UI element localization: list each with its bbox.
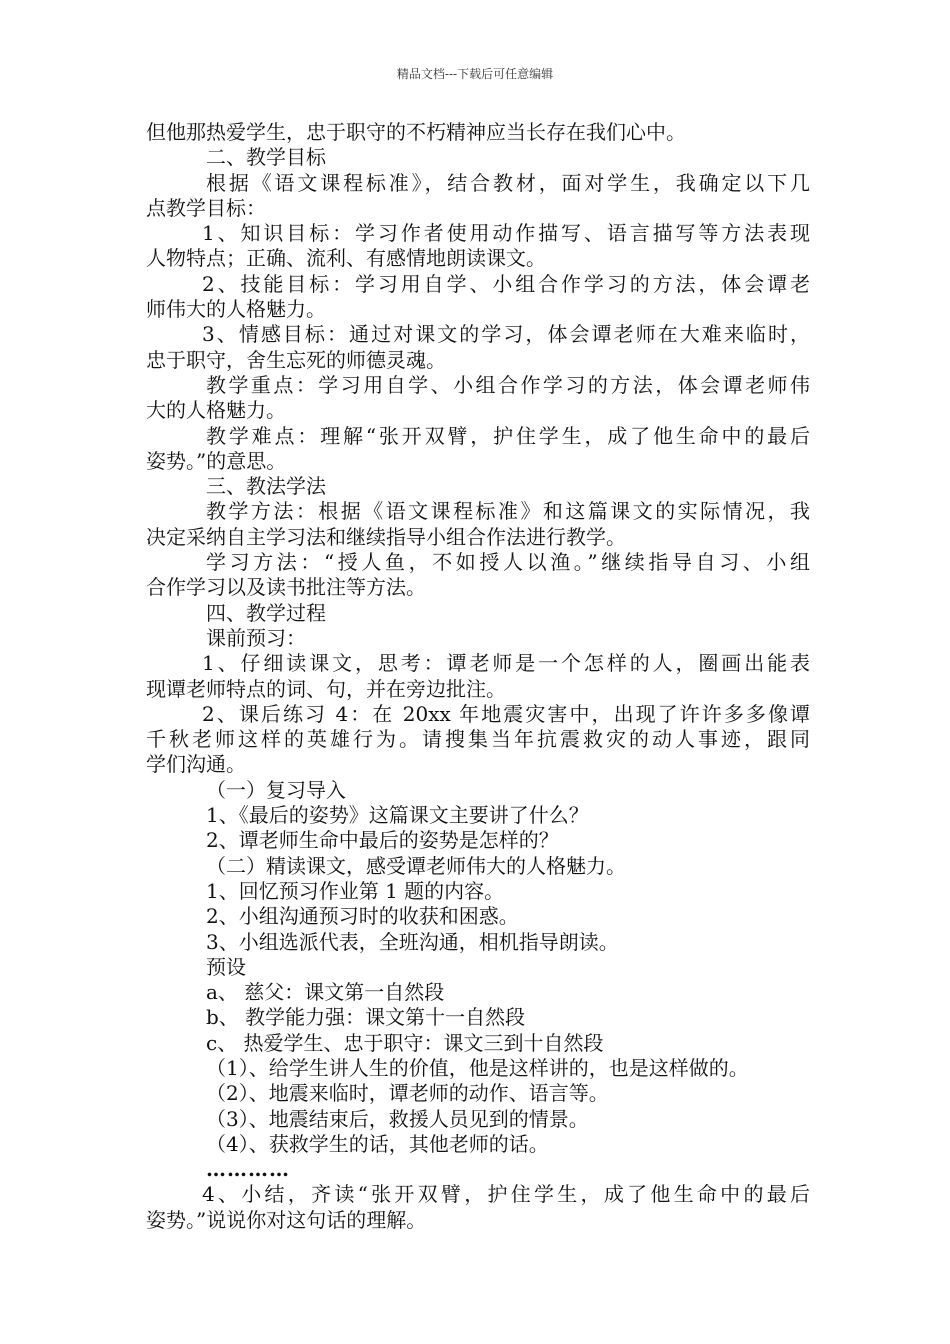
text-line: 四、教学过程: [206, 600, 326, 625]
text-line: 合作学习以及读书批注等方法。: [146, 575, 426, 600]
text-line: 教学难点：理解“张开双臂，护住学生，成了他生命中的最后: [206, 423, 810, 448]
text-line: 根据《语文课程标准》，结合教材，面对学生，我确定以下几: [206, 170, 810, 195]
text-line: 二、教学目标: [206, 145, 326, 170]
text-line: 3、小组选派代表，全班沟通，相机指导朗读。: [206, 929, 619, 954]
text-line: 师伟大的人格魅力。: [146, 297, 326, 322]
text-line: …………: [206, 1157, 290, 1182]
text-line: （一）复习导入: [206, 777, 346, 802]
text-line: 2、谭老师生命中最后的姿势是怎样的？: [206, 828, 559, 853]
text-line: （4）、获救学生的话，其他老师的话。: [206, 1131, 549, 1156]
text-line: 4、小结，齐读“张开双臂，护住学生，成了他生命中的最后: [202, 1182, 810, 1207]
text-line: 1、回忆预习作业第 1 题的内容。: [206, 878, 505, 903]
text-line: 学习方法：“授人鱼，不如授人以渔。”继续指导自习、小组: [206, 550, 810, 575]
text-line: （2）、地震来临时，谭老师的动作、语言等。: [206, 1081, 609, 1106]
text-line: 忠于职守，舍生忘死的师德灵魂。: [146, 347, 446, 372]
text-line: 学们沟通。: [146, 752, 246, 777]
text-line: 教学重点：学习用自学、小组合作学习的方法，体会谭老师伟: [206, 372, 810, 397]
text-line: 点教学目标：: [146, 195, 266, 220]
text-line: b、 教学能力强：课文第十一自然段: [206, 1005, 526, 1030]
text-line: c、 热爱学生、忠于职守：课文三到十自然段: [206, 1030, 604, 1055]
text-line: 预设: [206, 954, 246, 979]
text-line: 三、教法学法: [206, 474, 326, 499]
text-line: 2、小组沟通预习时的收获和困惑。: [206, 904, 519, 929]
text-line: 决定采纳自主学习法和继续指导小组合作法进行教学。: [146, 524, 626, 549]
text-line: 大的人格魅力。: [146, 398, 286, 423]
text-line: （3）、地震结束后，救援人员见到的情景。: [206, 1106, 589, 1131]
text-line: 姿势。”的意思。: [146, 448, 287, 473]
text-line: 姿势。”说说你对这句话的理解。: [146, 1207, 427, 1232]
text-line: 1、知识目标：学习作者使用动作描写、语言描写等方法表现: [202, 221, 810, 246]
text-line: （二）精读课文，感受谭老师伟大的人格魅力。: [206, 853, 626, 878]
text-line: 3、情感目标：通过对课文的学习，体会谭老师在大难来临时，: [202, 322, 810, 347]
text-line: 2、技能目标：学习用自学、小组合作学习的方法，体会谭老: [202, 271, 810, 296]
text-line: a、 慈父：课文第一自然段: [206, 980, 445, 1005]
document-body: [146, 120, 810, 1233]
text-line: 课前预习：: [206, 625, 306, 650]
text-line: 1、仔细读课文，思考：谭老师是一个怎样的人，圈画出能表: [202, 651, 810, 676]
text-line: 人物特点；正确、流利、有感情地朗读课文。: [146, 246, 546, 271]
text-line: 现谭老师特点的词、句，并在旁边批注。: [146, 676, 506, 701]
text-line: （1）、给学生讲人生的价值，他是这样讲的，也是这样做的。: [206, 1055, 749, 1080]
text-line: 但他那热爱学生，忠于职守的不朽精神应当长存在我们心中。: [146, 120, 686, 144]
text-line: 千秋老师这样的英雄行为。请搜集当年抗震救灾的动人事迹，跟同: [146, 727, 810, 752]
text-line: 教学方法：根据《语文课程标准》和这篇课文的实际情况，我: [206, 499, 810, 524]
text-line: 2、课后练习 4：在 20xx 年地震灾害中，出现了许许多多像谭: [202, 701, 810, 726]
text-line: 1、《最后的姿势》这篇课文主要讲了什么？: [206, 803, 589, 828]
page-header: 精品文档---下载后可任意编辑: [396, 67, 554, 81]
